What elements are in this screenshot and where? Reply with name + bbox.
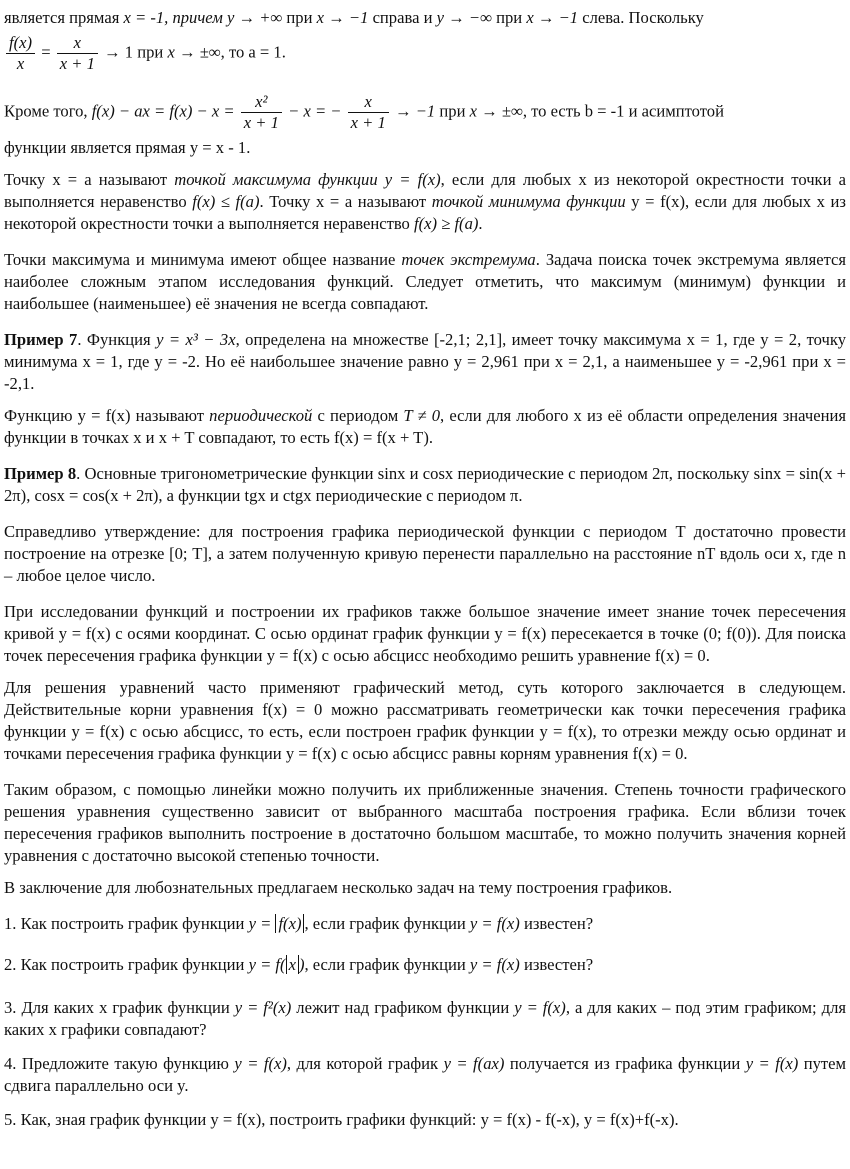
paragraph-example-8 (4, 463, 846, 507)
document-page (4, 0, 846, 1131)
formula: y = x³ − 3x (156, 330, 236, 349)
formula: y → +∞ (226, 8, 283, 27)
formula: T ≠ 0 (403, 406, 441, 425)
text: лежит над графиком функции (296, 998, 510, 1017)
emphasis: периодической (209, 406, 313, 425)
text: , если график функции (304, 955, 466, 974)
emphasis: точкой минимума функции (431, 192, 626, 211)
text: , для которой график (286, 1054, 439, 1073)
text: . Точку x = a называют (259, 192, 427, 211)
formula: y = f(ax) (443, 1054, 505, 1073)
task-3 (4, 997, 846, 1041)
text: известен? (523, 955, 594, 974)
formula: y = f(x) (514, 998, 566, 1017)
text: Точки максимума и минимума имеют общее название (4, 250, 396, 269)
text: , то есть b = -1 и асимптотой (522, 101, 724, 121)
text: функции является прямая y = x - 1. (4, 138, 251, 157)
formula: y = f(x) (469, 955, 520, 974)
text: , если график функции (304, 914, 466, 933)
formula: x → −1 (316, 8, 369, 27)
text: , определена на множестве [-2,1; 2,1], имеет точку максимума x = 1, где y = 2, точку минимума x = 1, где y = -2. Но её наибольшее значение равно y = 2,961 при x = 2,1, а наименьшее y = -2,961 при x = -2,1. (4, 330, 847, 393)
emphasis: точкой максимума функции y = f(x) (174, 170, 441, 189)
text: → 1 при (104, 42, 164, 62)
text: 2. Как построить график функции (4, 955, 245, 974)
formula: y = (248, 914, 272, 933)
text: Функцию y = f(x) называют (4, 406, 205, 425)
formula: x = -1, причем (123, 8, 223, 27)
text: 4. Предложите такую функцию (4, 1054, 229, 1073)
text: , то a = 1. (220, 42, 286, 62)
paragraph-extremum (4, 249, 846, 315)
text: . Функция (77, 330, 151, 349)
text: Точку x = a называют (4, 170, 168, 189)
paragraph-accuracy: Таким образом, с помощью линейки можно получить их приближенные значения. Степень точности графического решения уравнения существенно зависит от выбранного масштаба построения графика. Если вблизи точек пересечения графиков выполнить построение в достаточно большом масштабе, то можно получить значения корней уравнения с достаточно высокой степенью точности. (4, 780, 846, 865)
text: . (478, 214, 483, 233)
text: является прямая (4, 8, 120, 27)
text: 3. Для каких x график функции (4, 998, 230, 1017)
text: с периодом (317, 406, 399, 425)
formula: y = f(x) (234, 1054, 287, 1073)
text: , если для любых x из некоторой окрестности точки a выполняется неравенство (4, 170, 846, 211)
formula: x → ±∞ (469, 101, 523, 121)
formula: y = f(x) (469, 914, 520, 933)
task-4 (4, 1053, 846, 1097)
text: , а для каких – под этим графиком; для каких x графики совпадают? (4, 998, 846, 1039)
task-2 (4, 954, 846, 976)
text: , если для любого x из её области определения значения функции в точках x и x + T совпадают, то есть f(x) = f(x + T). (4, 406, 846, 447)
text: при (286, 8, 313, 27)
paragraph-periodic-definition (4, 405, 846, 449)
example-label: Пример 7 (4, 330, 78, 349)
paragraph-asymptote-oblique (4, 92, 846, 133)
text: справа и (372, 8, 433, 27)
formula: f(x) ≤ f(a) (192, 192, 260, 211)
formula: − x = − (288, 101, 342, 121)
paragraph-asymptote-line (4, 137, 846, 159)
text: Кроме того, (4, 101, 88, 121)
formula: y = f²(x) (234, 998, 292, 1017)
paragraph-axis-intersection: При исследовании функций и построении их графиков также большое значение имеет знание точек пересечения кривой y = f(x) с осями координат. С осью ординат график функции y = f(x) пересекается в точке (0; f(0)). Для поиска точек пересечения графика функции y = f(x) с осью абсцисс необходимо решить уравнение f(x) = 0. (4, 602, 846, 665)
paragraph-max-min-definition (4, 169, 846, 235)
formula: y = f(x) (745, 1054, 799, 1073)
paragraph-asymptote-vertical (4, 7, 846, 29)
formula: f(x) − ax = f(x) − x = (91, 101, 235, 121)
text: . Основные тригонометрические функции sinx и cosx периодические с периодом 2π, поскольку sinx = sin(x + 2π), cosx = cos(x + 2π), а функции tgx и ctgx периодические с периодом π. (4, 464, 846, 505)
formula-line-slope (4, 33, 846, 74)
example-label: Пример 8 (4, 464, 77, 483)
absolute-value: f(x) (275, 914, 304, 933)
formula: f(x) ≥ f(a) (414, 214, 479, 233)
fraction: $\frac{x}{x + 1}$ (57, 33, 98, 74)
text: при (496, 8, 523, 27)
fraction: $\frac{x}{x + 1}$ (348, 92, 389, 133)
fraction: $\frac{f(x)}{x}$ (6, 33, 35, 74)
text: при (439, 101, 466, 121)
paragraph-periodic-construction: Справедливо утверждение: для построения графика периодической функции с периодом T достаточно провести построение на отрезке [0; T], а затем полученную кривую перенести параллельно на расстояние nT вдоль оси x, где n – любое целое число. (4, 522, 846, 585)
text: . Задача поиска точек экстремума является наиболее сложным этапом исследования функций. Следует отметить, что максимум (минимум) функции и наибольшее (наименьшее) её значения не всегда совпадают. (4, 250, 847, 313)
text: y = f(x), если для любых x из некоторой окрестности точки a выполняется неравенство (4, 192, 846, 233)
formula: y = f( (248, 955, 286, 974)
text: 1. Как построить график функции (4, 914, 245, 933)
formula: → −1 (394, 101, 436, 121)
text: путем сдвига параллельно оси y. (4, 1054, 847, 1095)
fraction: $\frac{\text{x²}}{x + 1}$ (241, 92, 282, 133)
equals-sign: = (41, 42, 51, 62)
text: получается из графика функции (509, 1054, 741, 1073)
paragraph-graphical-method: Для решения уравнений часто применяют графический метод, суть которого заключается в следующем. Действительные корни уравнения f(x) = 0 можно рассматривать геометрически как точки пересечения графика функции y = f(x) с осью абсцисс, то есть, если построен график функции y = f(x), то отрезки между осью ординат и точками пересечения графика функции y = f(x) с осью абсцисс равны корням уравнения f(x) = 0. (4, 678, 846, 763)
formula: x → ±∞ (167, 42, 221, 62)
paragraph-example-7 (4, 329, 846, 395)
formula: y → −∞ (436, 8, 492, 27)
absolute-value: x (286, 955, 299, 974)
task-5: 5. Как, зная график функции y = f(x), построить графики функций: y = f(x) - f(-x), y = f(x)+f(-x). (4, 1110, 679, 1129)
text: слева. Поскольку (582, 8, 704, 27)
task-1 (4, 913, 846, 935)
formula: ) (298, 955, 305, 974)
emphasis: точек экстремума (401, 250, 536, 269)
formula: x → −1 (526, 8, 579, 27)
paragraph-conclusion: В заключение для любознательных предлагаем несколько задач на тему построения графиков. (4, 878, 673, 897)
text: известен? (523, 914, 594, 933)
